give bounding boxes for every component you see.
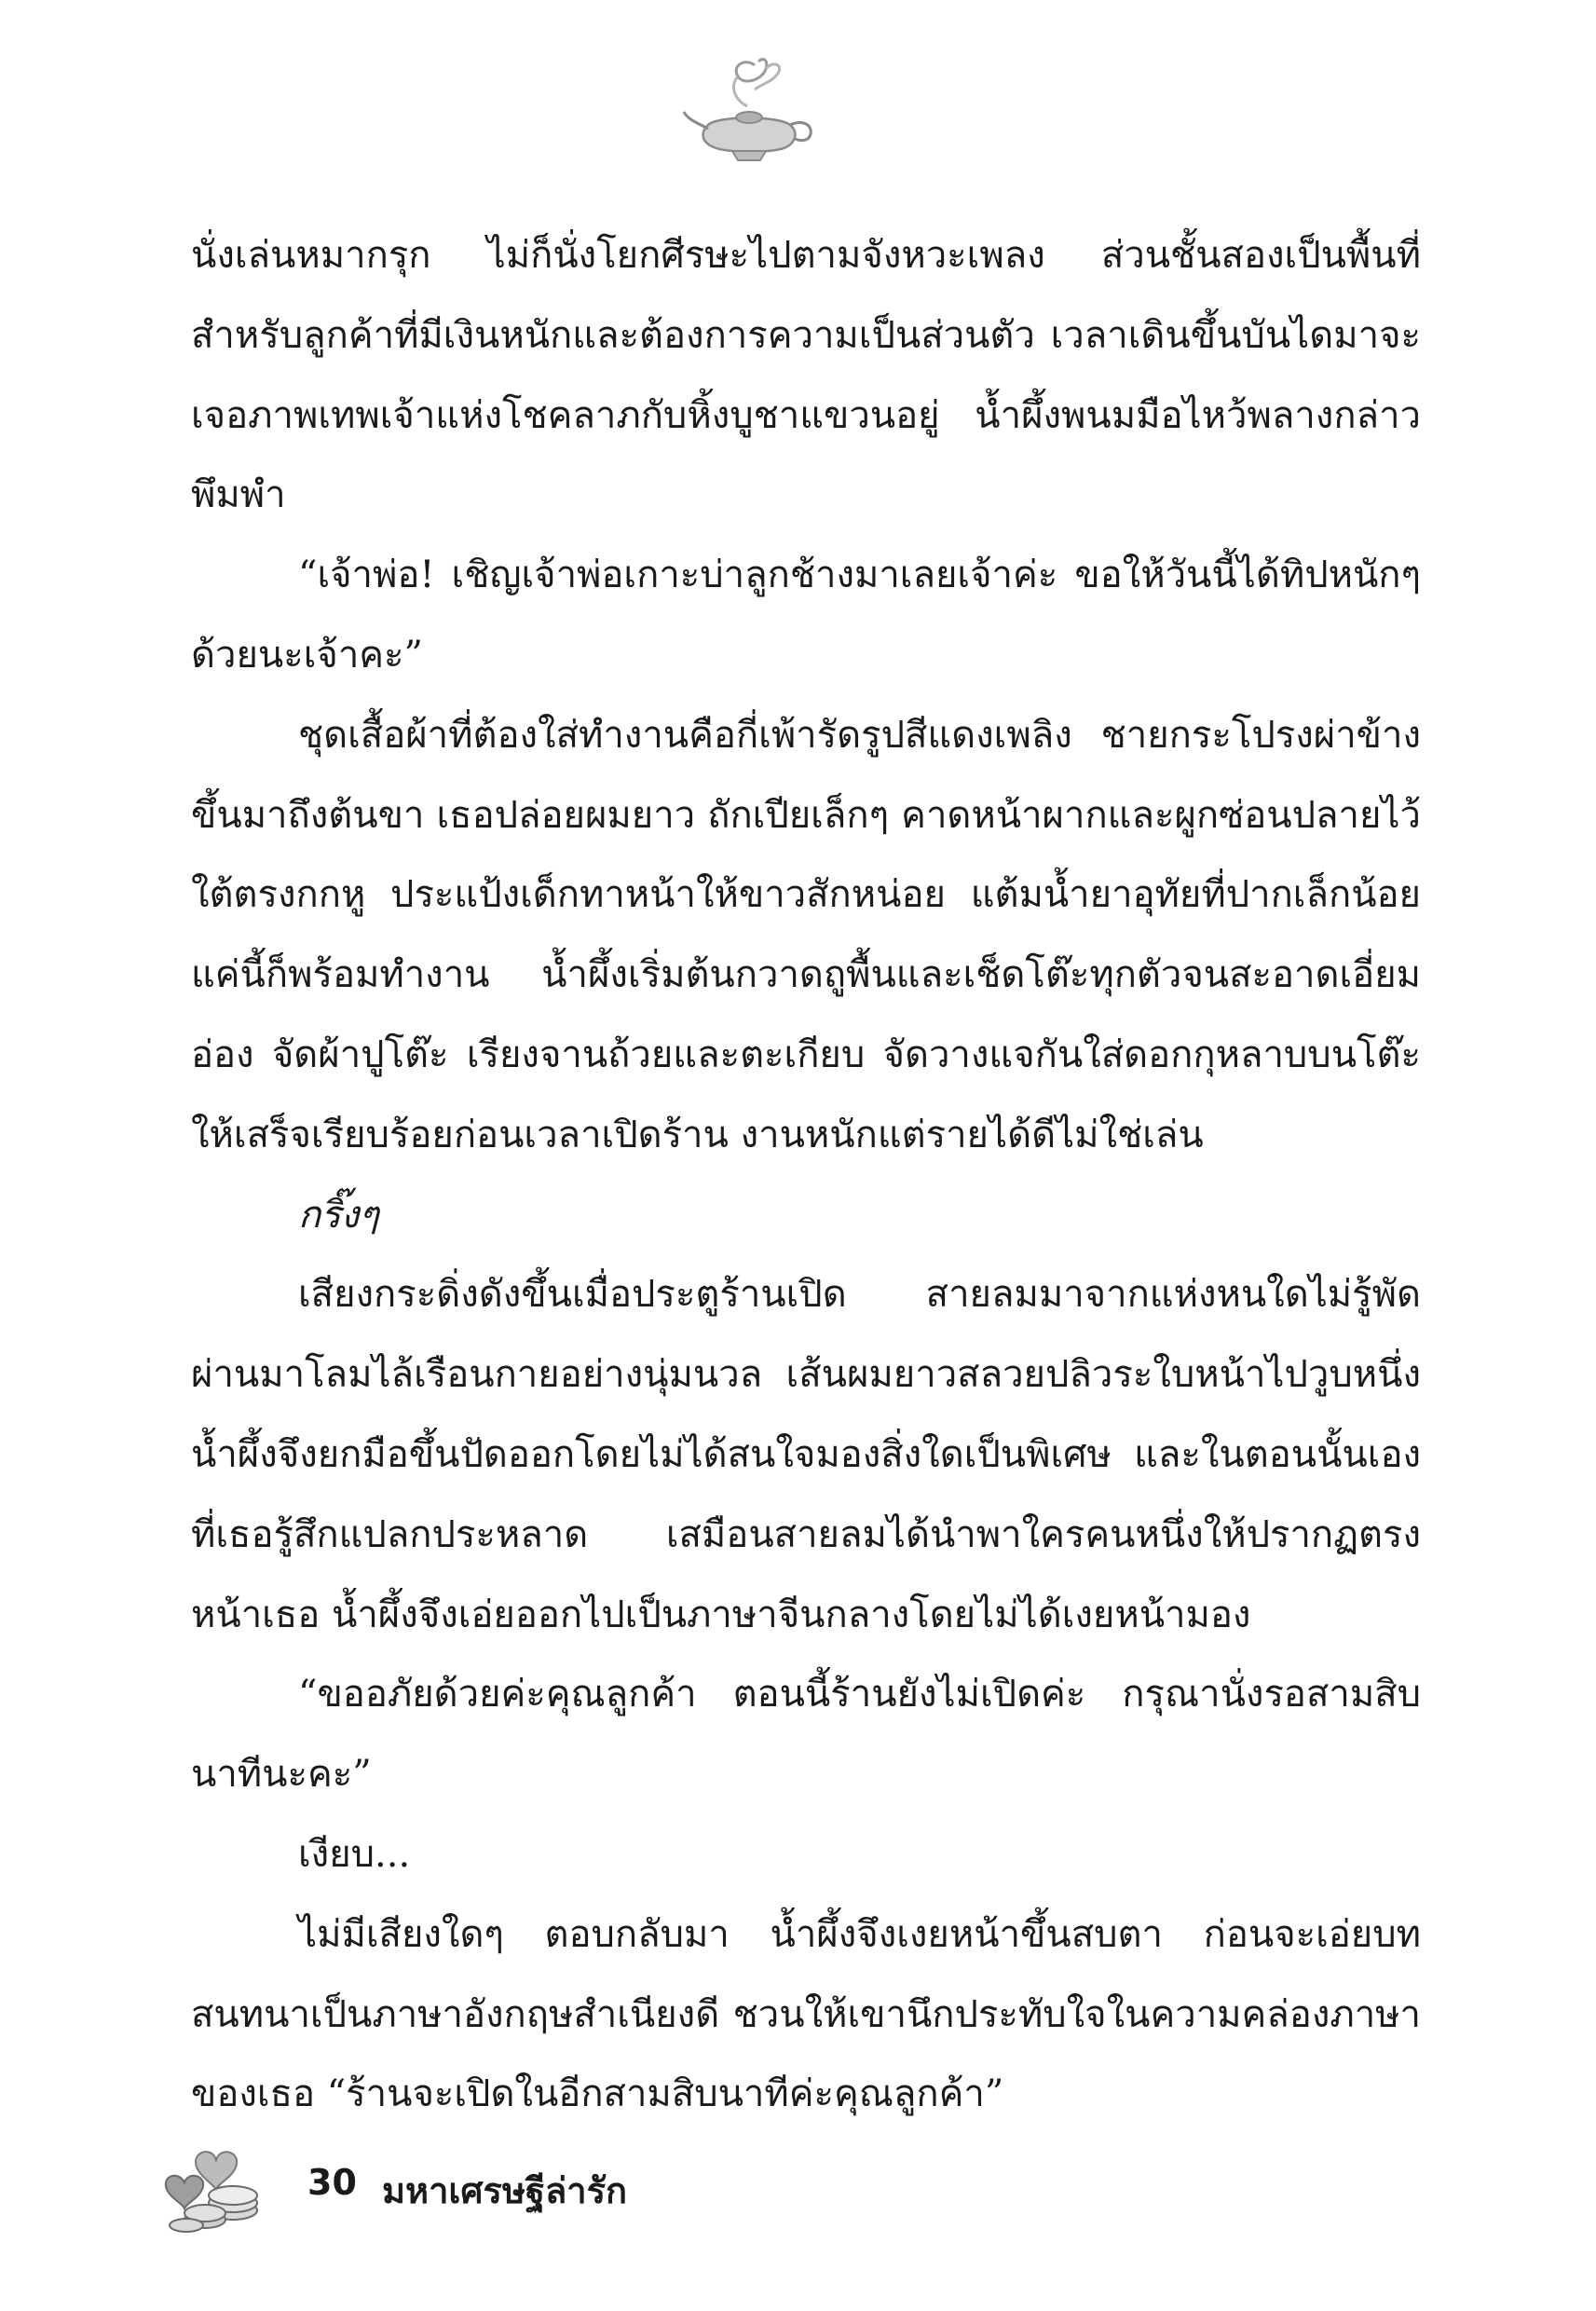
hearts-coins-icon [158,2134,298,2236]
paragraph-1: นั่งเล่นหมากรุก ไม่ก็นั่งโยกศีรษะไปตามจังหวะเพลง ส่วนชั้นสองเป็นพื้นที่สำหรับลูกค้าที่มีเงินหนักและต้องการความเป็นส่วนตัว เวลาเดินขึ้นบันไดมาจะเจอภาพเทพเจ้าแห่งโชคลาภกับหิ้งบูชาแขวนอยู่ น้ำผึ้งพนมมือไหว้พลางกล่าวพึมพำ [191,234,1421,517]
paragraph-4: กริ๊งๆ [298,1193,379,1237]
paragraph-7: เงียบ... [298,1832,411,1876]
paragraph-6: “ขออภัยด้วยค่ะคุณลูกค้า ตอนนี้ร้านยังไม่เปิดค่ะ กรุณานั่งรอสามสิบนาทีนะคะ” [191,1673,1421,1797]
page-number: 30 [307,2162,357,2203]
paragraph-5: เสียงกระดิ่งดังขึ้นเมื่อประตูร้านเปิด สายลมมาจากแห่งหนใดไม่รู้พัดผ่านมาโลมไล้เรือนกายอย่างนุ่มนวล เส้นผมยาวสลวยปลิวระใบหน้าไปวูบหนึ่ง น้ำผึ้งจึงยกมือขึ้นปัดออกโดยไม่ได้สนใจมองสิ่งใดเป็นพิเศษ และในตอนนั้นเองที่เธอรู้สึกแปลกประหลาด เสมือนสายลมได้นำพาใครคนหนึ่งให้ปรากฏตรงหน้าเธอ น้ำผึ้งจึงเอ่ยออกไปเป็นภาษาจีนกลางโดยไม่ได้เงยหน้ามอง [191,1273,1421,1636]
book-title: มหาเศรษฐีล่ารัก [382,2170,628,2211]
paragraph-3: ชุดเสื้อผ้าที่ต้องใส่ทำงานคือกี่เพ้ารัดรูปสีแดงเพลิง ชายกระโปรงผ่าข้างขึ้นมาถึงต้นขา เธอปล่อยผมยาว ถักเปียเล็กๆ คาดหน้าผากและผูกซ่อนปลายไว้ใต้ตรงกกหู ประแป้งเด็กทาหน้าให้ขาวสักหน่อย แต้มน้ำยาอุทัยที่ปากเล็กน้อย แค่นี้ก็พร้อมทำงาน น้ำผึ้งเริ่มต้นกวาดถูพื้นและเช็ดโต๊ะทุกตัวจนสะอาดเอี่ยมอ่อง จัดผ้าปูโต๊ะ เรียงจานถ้วยและตะเกียบ จัดวางแจกันใส่ดอกกุหลาบบนโต๊ะให้เสร็จเรียบร้อยก่อนเวลาเปิดร้าน งานหนักแต่รายได้ดีไม่ใช่เล่น [191,713,1421,1156]
paragraph-2: “เจ้าพ่อ! เชิญเจ้าพ่อเกาะบ่าลูกช้างมาเลยเจ้าค่ะ ขอให้วันนี้ได้ทิปหนักๆ ด้วยนะเจ้าคะ” [191,554,1421,677]
paragraph-8: ไม่มีเสียงใดๆ ตอบกลับมา น้ำผึ้งจึงเงยหน้าขึ้นสบตา ก่อนจะเอ่ยบทสนทนาเป็นภาษาอังกฤษสำเนียงดี ชวนให้เขานึกประทับใจในความคล่องภาษาของเธอ “ร้านจะเปิดในอีกสามสิบนาทีค่ะคุณลูกค้า” [191,1912,1421,2116]
body-text [191,216,1421,2135]
page-footer [158,2134,811,2236]
magic-lamp-icon [680,56,820,168]
